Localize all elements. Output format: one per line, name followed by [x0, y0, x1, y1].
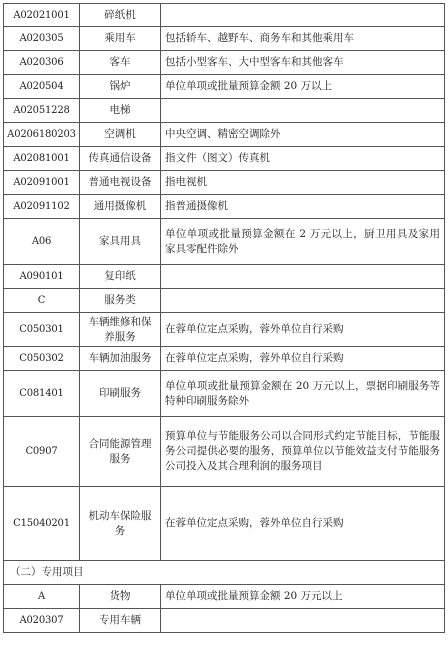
table-row: [4, 195, 445, 219]
item-note: 中央空调、精密空调除外: [161, 123, 445, 147]
item-name: 服务类: [80, 289, 161, 313]
table-row: [4, 417, 445, 487]
item-code: A02081001: [4, 147, 80, 171]
item-note: [161, 4, 445, 27]
table-row: [4, 347, 445, 371]
item-note: [161, 265, 445, 289]
item-note: 在蓉单位定点采购，蓉外单位自行采购: [161, 487, 445, 561]
item-code: A: [4, 585, 80, 609]
item-note: 指普通摄像机: [161, 195, 445, 219]
item-code: A020305: [4, 27, 80, 51]
item-note: 在蓉单位定点采购，蓉外单位自行采购: [161, 347, 445, 371]
table-row: [4, 147, 445, 171]
item-note: 预算单位与节能服务公司以合同形式约定节能目标，节能服务公司提供必要的服务，预算单位以节能效益支付节能服务公司投入及其合理利润的服务项目: [161, 417, 445, 487]
item-code: A06: [4, 219, 80, 265]
item-note: 包括轿车、越野车、商务车和其他乘用车: [161, 27, 445, 51]
item-code: A090101: [4, 265, 80, 289]
item-name: 合同能源管理服务: [80, 417, 161, 487]
item-name: 印刷服务: [80, 371, 161, 417]
table-row: [4, 51, 445, 75]
item-name: 复印纸: [80, 265, 161, 289]
item-code: C081401: [4, 371, 80, 417]
item-code: C0907: [4, 417, 80, 487]
item-name: 传真通信设备: [80, 147, 161, 171]
item-name: 空调机: [80, 123, 161, 147]
item-code: A02051228: [4, 99, 80, 123]
item-note: [161, 99, 445, 123]
item-note: 单位单项或批量预算金额 20 万元以上: [161, 585, 445, 609]
table-row: [4, 371, 445, 417]
item-name: 电梯: [80, 99, 161, 123]
table-row: [4, 609, 445, 633]
table-row: [4, 171, 445, 195]
item-code: A020306: [4, 51, 80, 75]
item-name: 锅炉: [80, 75, 161, 99]
item-note: 单位单项或批量预算金额 20 万以上: [161, 75, 445, 99]
item-name: 家具用具: [80, 219, 161, 265]
table-row: [4, 4, 445, 27]
item-note: 指电视机: [161, 171, 445, 195]
table-row: [4, 585, 445, 609]
procurement-catalog-table: [3, 3, 445, 633]
item-note: 包括小型客车、大中型客车和其他客车: [161, 51, 445, 75]
table-row: [4, 487, 445, 561]
item-note: 指文件（图文）传真机: [161, 147, 445, 171]
item-code: C: [4, 289, 80, 313]
item-code: C050301: [4, 313, 80, 347]
item-name: 车辆加油服务: [80, 347, 161, 371]
item-name: 客车: [80, 51, 161, 75]
item-code: A02091001: [4, 171, 80, 195]
item-name: 普通电视设备: [80, 171, 161, 195]
table-row: [4, 289, 445, 313]
item-code: C050302: [4, 347, 80, 371]
item-name: 通用摄像机: [80, 195, 161, 219]
table-row: [4, 219, 445, 265]
item-code: A02021001: [4, 4, 80, 27]
item-name: 碎纸机: [80, 4, 161, 27]
item-note: 在蓉单位定点采购，蓉外单位自行采购: [161, 313, 445, 347]
section-title: （二）专用项目: [4, 561, 445, 585]
item-note: [161, 609, 445, 633]
table-row: [4, 75, 445, 99]
item-note: 单位单项或批量预算金额在 2 万元以上，厨卫用具及家用家具零配件除外: [161, 219, 445, 265]
item-note: [161, 289, 445, 313]
table-row: [4, 123, 445, 147]
item-name: 车辆维修和保养服务: [80, 313, 161, 347]
item-name: 机动车保险服务: [80, 487, 161, 561]
table-row: [4, 265, 445, 289]
item-note: 单位单项或批量预算金额在 20 万元以上，票据印刷服务等特种印刷服务除外: [161, 371, 445, 417]
table-row: [4, 27, 445, 51]
item-code: A020307: [4, 609, 80, 633]
item-name: 专用车辆: [80, 609, 161, 633]
table-row: [4, 99, 445, 123]
item-code: C15040201: [4, 487, 80, 561]
item-name: 货物: [80, 585, 161, 609]
item-code: A0206180203: [4, 123, 80, 147]
item-code: A02091102: [4, 195, 80, 219]
section-row: [4, 561, 445, 585]
item-name: 乘用车: [80, 27, 161, 51]
item-code: A020504: [4, 75, 80, 99]
table-row: [4, 313, 445, 347]
